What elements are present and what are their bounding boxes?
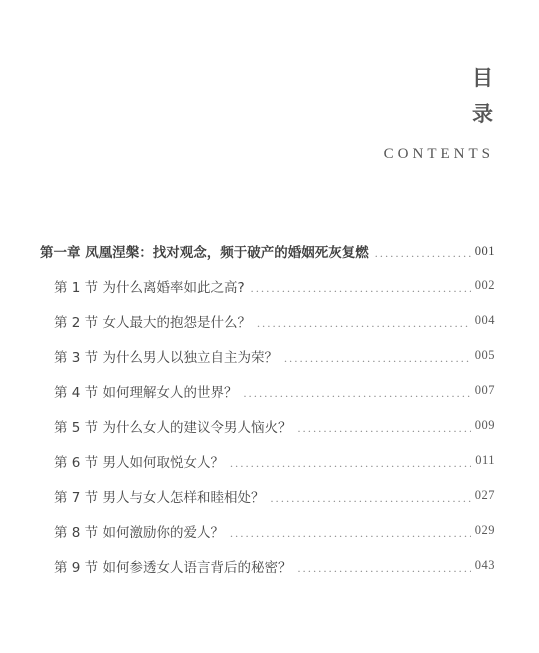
toc-heading <box>472 68 493 125</box>
toc-section-entry[interactable] <box>40 373 495 408</box>
section-title: 第 4 节 如何理解女人的世界？ <box>54 384 238 401</box>
contents-subtitle: CONTENTS <box>383 146 494 162</box>
section-page-number: 043 <box>474 558 495 572</box>
dot-leader <box>230 457 471 469</box>
section-title: 第 6 节 男人如何取悦女人？ <box>54 454 224 471</box>
section-title: 第 5 节 为什么女人的建议令男人恼火？ <box>54 419 292 436</box>
section-page-number: 005 <box>474 348 495 362</box>
section-page-number: 002 <box>474 278 495 292</box>
toc-section-entry[interactable] <box>40 408 495 443</box>
toc-section-entry[interactable] <box>40 513 495 548</box>
section-title: 第 8 节 如何激励你的爱人？ <box>54 524 224 541</box>
table-of-contents <box>40 234 495 583</box>
section-page-number: 004 <box>474 313 495 327</box>
dot-leader <box>270 492 470 504</box>
dot-leader <box>284 352 471 364</box>
dot-leader <box>257 317 471 329</box>
toc-section-entry[interactable] <box>40 548 495 583</box>
toc-section-entry[interactable] <box>40 338 495 373</box>
dot-leader <box>375 247 471 259</box>
section-page-number: 007 <box>474 383 495 397</box>
section-page-number: 009 <box>474 418 495 432</box>
section-title: 第 9 节 如何参透女人语言背后的秘密？ <box>54 559 292 576</box>
toc-section-entry[interactable] <box>40 303 495 338</box>
dot-leader <box>297 422 470 434</box>
toc-section-entry[interactable] <box>40 443 495 478</box>
section-page-number: 011 <box>475 453 495 467</box>
section-title: 第 7 节 男人与女人怎样和睦相处？ <box>54 489 265 506</box>
dot-leader <box>243 387 470 399</box>
section-title: 第 2 节 女人最大的抱怨是什么？ <box>54 314 251 331</box>
page-title-char-1: 目 <box>472 66 493 90</box>
section-title: 第 1 节 为什么离婚率如此之高? <box>54 279 245 296</box>
toc-chapter-entry[interactable] <box>40 234 495 268</box>
toc-section-entry[interactable] <box>40 268 495 303</box>
dot-leader <box>251 282 471 294</box>
chapter-title: 第一章 凤凰涅槃：找对观念，频于破产的婚姻死灰复燃 <box>40 245 369 261</box>
section-page-number: 027 <box>474 488 495 502</box>
section-title: 第 3 节 为什么男人以独立自主为荣？ <box>54 349 278 366</box>
dot-leader <box>230 527 471 539</box>
section-page-number: 029 <box>474 523 495 537</box>
page-title-char-2: 录 <box>472 102 493 126</box>
chapter-page-number: 001 <box>474 243 495 258</box>
dot-leader <box>297 562 470 574</box>
toc-section-entry[interactable] <box>40 478 495 513</box>
